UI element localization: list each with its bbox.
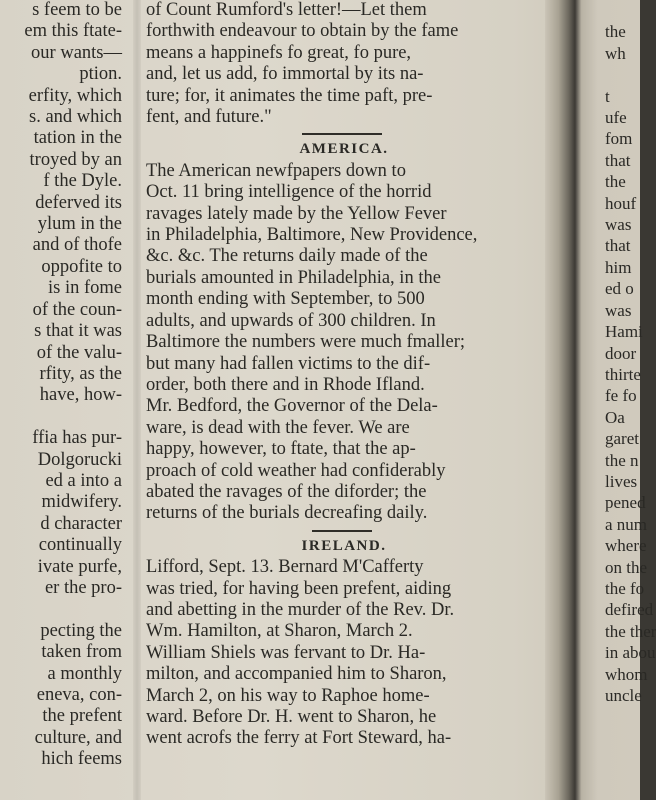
text-line: ylum in the — [37, 214, 122, 235]
text-line: Lifford, Sept. 13. Bernard M'Cafferty — [146, 557, 424, 578]
text-line: thirte — [605, 364, 641, 384]
text-line: door — [605, 343, 637, 363]
text-line: month ending with September, to 500 — [146, 289, 425, 310]
text-line: fe fo — [605, 386, 637, 406]
text-line: taken from — [41, 642, 122, 663]
text-line: and abetting in the murder of the Rev. Dr. — [146, 599, 455, 620]
text-line: and of thofe — [32, 235, 122, 256]
text-line: but many had fallen victims to the dif- — [146, 353, 431, 374]
text-line: f the Dyle. — [43, 171, 122, 192]
text-line: &c. &c. The returns daily made of the — [146, 246, 428, 267]
text-line: pecting the — [40, 620, 122, 641]
text-line: forthwith endeavour to obtain by the fame — [146, 21, 459, 42]
text-line: adults, and upwards of 300 children. In — [146, 310, 436, 331]
text-line: happy, however, to ftate, that the ap- — [146, 439, 416, 460]
text-line: ed a into a — [45, 470, 122, 491]
text-line: was — [605, 215, 632, 235]
text-line: of the valu- — [36, 342, 122, 363]
text-line: Wm. Hamilton, at Sharon, March 2. — [146, 621, 413, 642]
text-line — [575, 0, 640, 21]
text-line: hich feems — [41, 749, 122, 770]
text-line: ivate purfe, — [37, 556, 122, 577]
text-line: ufe — [605, 108, 627, 128]
text-line: s. and which — [29, 107, 122, 128]
text-line: was — [605, 300, 632, 320]
text-line: the fo — [605, 578, 645, 598]
text-line: erfity, which — [28, 85, 122, 106]
text-line: s that it was — [34, 321, 122, 342]
left-column — [0, 0, 128, 800]
text-line: have, how- — [39, 385, 122, 406]
text-line: order, both there and in Rhode Ifland. — [146, 374, 425, 395]
text-line: troyed by an — [29, 149, 122, 170]
text-line: Hami — [605, 322, 643, 342]
text-line: t — [605, 86, 610, 106]
text-line: of the coun- — [32, 299, 122, 320]
text-line: culture, and — [34, 727, 122, 748]
text-line: where — [605, 536, 647, 556]
text-line: oppofite to — [41, 256, 122, 277]
text-line: means a happinefs fo great, fo pure, — [146, 42, 412, 63]
text-line: William Shiels was fervant to Dr. Ha- — [146, 642, 426, 663]
text-line: was tried, for having been prefent, aiding — [146, 578, 452, 599]
text-line — [575, 64, 640, 85]
text-line: Mr. Bedford, the Governor of the Dela- — [146, 396, 438, 417]
text-line: fom — [605, 129, 633, 149]
text-line: returns of the burials decreafing daily. — [146, 503, 428, 524]
text-line: fent, and future." — [146, 107, 272, 128]
text-line — [0, 407, 128, 428]
text-line: the ther — [605, 621, 656, 641]
text-line: of Count Rumford's letter!—Let them — [146, 0, 427, 20]
text-line: March 2, on his way to Raphoe home- — [146, 685, 430, 706]
text-line: that — [605, 236, 631, 256]
text-line: tation in the — [33, 128, 122, 149]
text-line: Oct. 11 bring intelligence of the horrid — [146, 182, 432, 203]
text-line: the — [605, 172, 626, 192]
intro-paragraph — [142, 0, 542, 128]
text-line: him — [605, 257, 632, 277]
text-line: is in fome — [48, 278, 122, 299]
america-heading: AMERICA. — [299, 141, 389, 158]
text-line: a num — [605, 514, 648, 534]
text-line: ed o — [605, 279, 634, 299]
text-line: ward. Before Dr. H. went to Sharon, he — [146, 707, 437, 727]
text-line: wh — [605, 43, 626, 63]
text-line: in abou — [605, 643, 656, 663]
text-line: went acrofs the ferry at Fort Steward, ha- — [146, 728, 452, 749]
section-divider — [312, 530, 372, 532]
text-line: Oa — [605, 407, 625, 427]
column-gutter — [133, 0, 141, 800]
text-line: proach of cold weather had confiderably — [146, 460, 446, 481]
text-line: the prefent — [42, 706, 122, 727]
text-line: on the — [605, 557, 648, 577]
text-line: the — [605, 22, 626, 42]
text-line: and, let us add, fo immortal by its na- — [146, 64, 424, 85]
text-line: garet — [605, 429, 639, 449]
text-line: ffia has pur- — [32, 428, 122, 449]
text-line: eneva, con- — [36, 685, 122, 705]
text-line: er the pro- — [44, 577, 122, 598]
text-line: lives — [605, 471, 638, 491]
text-line — [0, 599, 128, 620]
text-line: whom — [605, 664, 648, 684]
text-line: pened — [605, 493, 646, 513]
text-line: d character — [40, 513, 122, 534]
right-column — [575, 0, 656, 800]
text-line: Baltimore the numbers were much fmaller; — [146, 332, 466, 353]
text-line: The American newfpapers down to — [146, 160, 406, 181]
ireland-article — [142, 557, 542, 750]
text-line: a monthly — [47, 663, 122, 684]
text-line: ption. — [79, 64, 122, 85]
text-line: em this ftate- — [24, 21, 122, 42]
text-line: s feem to be — [32, 0, 122, 20]
text-line: ture; for, it animates the time paft, pre- — [146, 85, 433, 106]
main-column — [142, 0, 542, 800]
text-line: defired — [605, 600, 654, 620]
page-fold — [545, 0, 575, 800]
text-line: rfity, as the — [39, 363, 122, 384]
text-line: milton, and accompanied him to Sharon, — [146, 664, 447, 685]
text-line: ravages lately made by the Yellow Fever — [146, 203, 447, 224]
text-line: Dolgorucki — [37, 449, 122, 470]
america-article — [142, 161, 542, 525]
text-line: midwifery. — [41, 492, 122, 513]
text-line: uncle — [605, 686, 642, 705]
text-line: houf — [605, 193, 637, 213]
text-line: abated the ravages of the diforder; the — [146, 481, 427, 502]
text-line: deferved its — [35, 192, 122, 213]
text-line: the n — [605, 450, 639, 470]
text-line: ware, is dead with the fever. We are — [146, 417, 410, 438]
text-line: that — [605, 150, 631, 170]
section-divider — [302, 133, 382, 135]
text-line: continually — [38, 535, 122, 556]
text-line: our wants— — [31, 42, 122, 63]
text-line: burials amounted in Philadelphia, in the — [146, 267, 441, 288]
ireland-heading: IRELAND. — [301, 537, 387, 554]
text-line: in Philadelphia, Baltimore, New Providence, — [146, 225, 478, 246]
